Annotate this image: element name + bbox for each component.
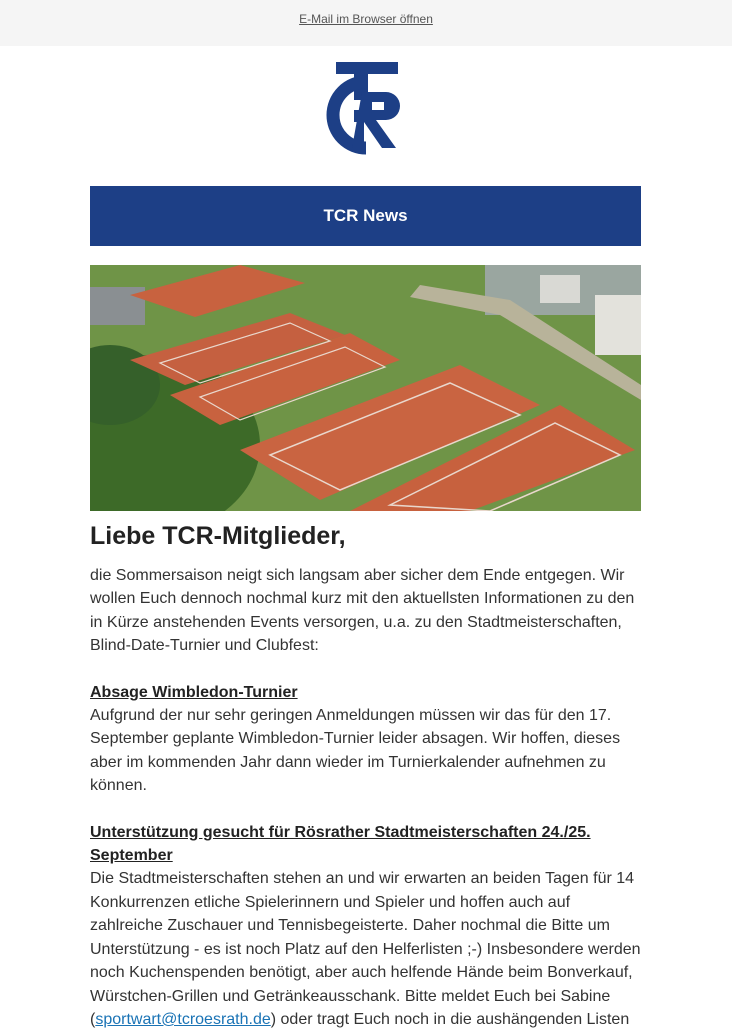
intro-paragraph: die Sommersaison neigt sich langsam aber sicher dem Ende entgegen. Wir wollen Euch dennoch nochmal kurz mit den aktuellsten Informationen zu den in Kürze anstehenden Events versorgen, u.a. zu den Stadtmeisterschaften, Blind-Date-Turnier und Clubfest: — [90, 567, 635, 655]
section-body-stadtmeisterschaften — [90, 867, 645, 1031]
aerial-tennis-courts-image — [90, 265, 641, 511]
body-text-before-link: Die Stadtmeisterschaften stehen an und wir erwarten an beiden Tagen für 14 Konkurrenzen etliche Spielerinnern und Spieler und hoffen auch auf zahlreiche Zuschauer und Tennisbegeisterte. Daher nochmal die Bitte um Unterstützung - es ist noch Platz auf den Helferlisten ;-) Insbesondere werden noch Kuchenspenden benötigt, aber auch helfende Hände beim Bonverkauf, Würstchen-Grillen und Getränkeausschank. Bitte meldet Euch bei Sabine ( — [90, 870, 641, 1028]
section-title-wimbledon: Absage Wimbledon-Turnier — [90, 683, 298, 701]
open-in-browser-link[interactable]: E-Mail im Browser öffnen — [299, 12, 433, 26]
top-bar — [0, 0, 732, 46]
club-logo — [326, 62, 408, 160]
body-text-after-link: ) oder tragt Euch noch in die aushängenden Listen — [270, 1010, 630, 1028]
section-body-wimbledon: Aufgrund der nur sehr geringen Anmeldungen müssen wir das für den 17. September geplante Wimbledon-Turnier leider absagen. Wir hoffen, dieses aber im kommenden Jahr dann wieder im Turnierkalender aufnehmen zu können. — [90, 707, 621, 795]
sportwart-email-link[interactable]: sportwart@tcroesrath.de — [95, 1010, 271, 1028]
banner-title: TCR News — [323, 206, 408, 225]
greeting-heading: Liebe TCR-Mitglieder, — [90, 522, 346, 550]
newsletter-content — [90, 518, 645, 1031]
tcr-logo-icon — [326, 62, 408, 160]
news-banner — [90, 186, 641, 246]
section-title-stadtmeisterschaften: Unterstützung gesucht für Rösrather Stadtmeisterschaften 24./25. September — [90, 823, 591, 865]
